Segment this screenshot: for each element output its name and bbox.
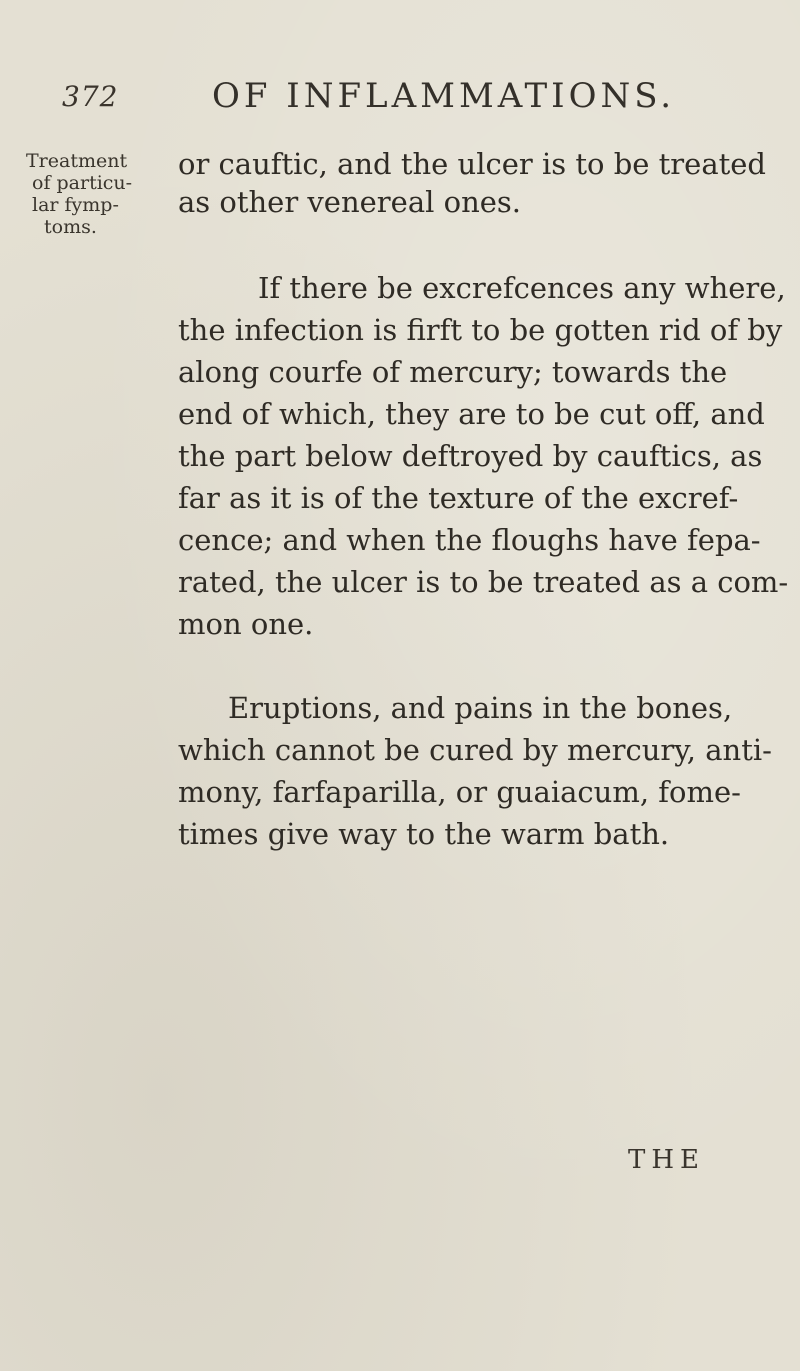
paragraph-start: Eruptions, and pains in the bones, <box>228 691 733 725</box>
text-line: end of which, they are to be cut off, and <box>178 397 765 431</box>
text-line: mon one. <box>178 607 314 641</box>
margin-note <box>26 150 146 238</box>
text-line: the infection is firft to be gotten rid of by <box>178 313 783 347</box>
margin-note-line: of particu- <box>32 172 133 194</box>
margin-note-line: lar fymp- <box>32 194 119 216</box>
page-number: 372 <box>62 80 119 113</box>
paragraph-start: If there be excrefcences any where, <box>258 271 786 305</box>
text-line: the part below deftroyed by cauftics, as <box>178 439 763 473</box>
margin-note-line: Treatment <box>26 150 128 172</box>
text-line: cence; and when the floughs have fepa- <box>178 523 761 557</box>
text-line: or cauftic, and the ulcer is to be treated <box>178 147 766 181</box>
text-line: times give way to the warm bath. <box>178 817 670 851</box>
text-line: along courfe of mercury; towards the <box>178 355 728 389</box>
text-line: rated, the ulcer is to be treated as a com- <box>178 565 789 599</box>
text-line: which cannot be cured by mercury, anti- <box>178 733 772 767</box>
text-line: far as it is of the texture of the excref- <box>178 481 739 515</box>
text-line: mony, farfaparilla, or guaiacum, fome- <box>178 775 741 809</box>
catchword: THE <box>628 1145 705 1175</box>
running-head: OF INFLAMMATIONS. <box>212 76 676 116</box>
margin-note-line: toms. <box>44 216 97 238</box>
text-line: as other venereal ones. <box>178 185 522 219</box>
